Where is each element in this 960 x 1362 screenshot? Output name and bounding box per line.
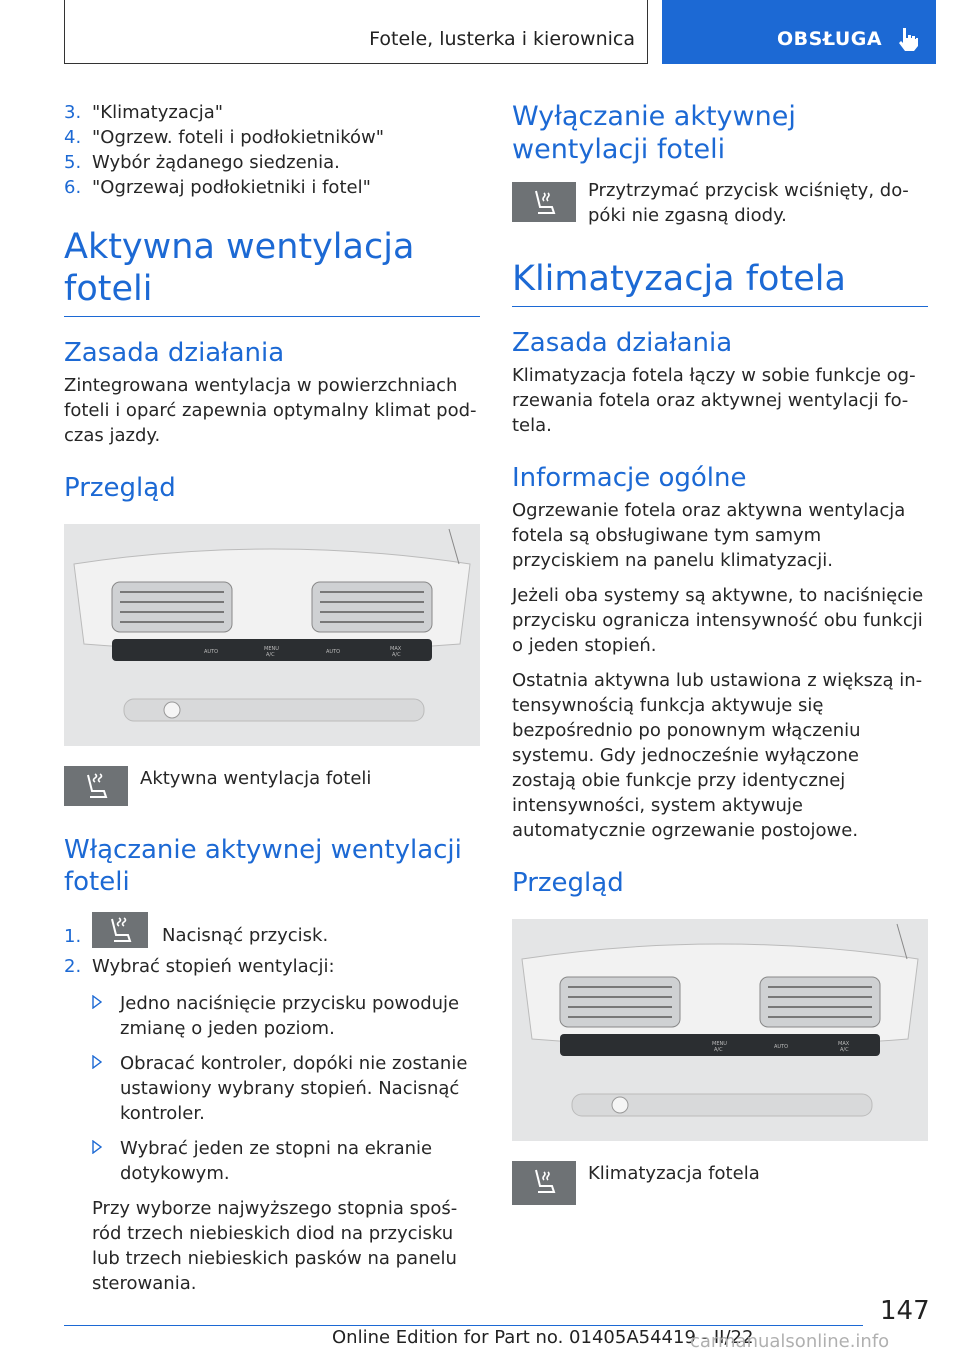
subheading: Włączanie aktywnej wentylacji foteli: [64, 835, 462, 897]
list-item: 2. Wybrać stopień wentylacji:: [64, 956, 335, 977]
paragraph: Klimatyzacja fotela łączy w sobie funkcje ogrzewania fotela oraz aktywnej wentylacji fotela.: [512, 365, 916, 436]
svg-text:MAX: MAX: [838, 1041, 850, 1047]
subheading: Przegląd: [64, 473, 176, 503]
subheading: Zasada działania: [64, 338, 285, 368]
svg-text:MENU: MENU: [712, 1041, 727, 1047]
seat-ventilation-button: [92, 912, 148, 948]
seat-ventilation-button: [64, 766, 128, 806]
subheading: Zasada działania: [512, 328, 733, 358]
edition-footer: Online Edition for Part no. 01405A54419 - II/22: [332, 1327, 754, 1348]
svg-text:AUTO: AUTO: [326, 649, 341, 655]
svg-text:A/C: A/C: [840, 1047, 849, 1053]
triangle-bullet-icon: [92, 1140, 102, 1154]
svg-text:MENU: MENU: [264, 646, 279, 652]
paragraph: Przytrzymać przycisk wciśnięty, dopóki nie zgasną diody.: [588, 180, 909, 226]
subheading: Wyłączanie aktywnej wentylacji foteli: [512, 101, 796, 165]
button-caption: Aktywna wentylacja foteli: [140, 768, 372, 789]
triangle-bullet-icon: [92, 995, 102, 1009]
seat-ventilation-icon: [82, 771, 110, 801]
section-tab: [662, 0, 936, 64]
left-column: [64, 100, 480, 1296]
chapter-title: Fotele, lusterka i kierownica: [369, 28, 635, 50]
paragraph: Przy wyborze najwyższego stopnia spośród trzech niebieskich diod na przycisku lub trzech niebieskich pasków na panelu sterowania.: [92, 1198, 458, 1294]
paragraph: Jeżeli oba systemy są aktywne, to naciśnięcie przycisku ogranicza intensywność obu funkcji o jeden stopień.: [512, 585, 924, 656]
button-caption: Klimatyzacja fotela: [588, 1163, 760, 1184]
watermark: carmanualsonline.info: [690, 1331, 890, 1352]
paragraph: Ostatnia aktywna lub ustawiona z większą intensywnością funkcja aktywuje się bezpośrednio po ponownym włączeniu systemu. Gdy jednocześnie wyłączone zostają obie funkcje przy identycznej intensywności, system aktywuje automatycznie ogrzewanie postojowe.: [512, 670, 923, 841]
svg-text:A/C: A/C: [392, 652, 401, 658]
seat-ventilation-icon: [106, 915, 134, 945]
list-item: 6. "Ogrzewaj podłokietniki i fotel": [64, 177, 371, 198]
list-item: 4. "Ogrzew. foteli i podłokietników": [64, 127, 384, 148]
svg-text:A/C: A/C: [266, 652, 275, 658]
list-item: 1. Nacisnąć przycisk.: [64, 912, 480, 948]
list-item: 5. Wybór żądanego siedzenia.: [64, 152, 340, 173]
list-item: 3. "Klimatyzacja": [64, 102, 224, 123]
subheading: Przegląd: [512, 868, 624, 898]
button-row: [64, 766, 480, 806]
section-title: Klimatyzacja fotela: [512, 258, 928, 307]
triangle-bullet-icon: [92, 1055, 102, 1069]
list-item: Jedno naciśnięcie przycisku powoduje zmianę o jeden poziom.: [92, 991, 480, 1041]
pointing-hand-icon: [897, 26, 919, 52]
steps-list-top: [64, 100, 480, 200]
bullet-list: [92, 991, 480, 1186]
paragraph: Zintegrowana wentylacja w powierzchniach foteli i oparć zapewnia optymalny klimat podczas jazdy.: [64, 375, 477, 446]
button-row: [512, 182, 928, 228]
control-panel-illustration: [512, 919, 928, 1141]
seat-climate-icon: [530, 187, 558, 217]
dashboard-photo: [64, 524, 480, 746]
subheading: Informacje ogólne: [512, 463, 747, 493]
dashboard-photo: [512, 919, 928, 1141]
svg-text:MAX: MAX: [390, 646, 402, 652]
right-column: [512, 100, 928, 1205]
svg-text:A/C: A/C: [714, 1047, 723, 1053]
page-number: 147: [880, 1296, 930, 1326]
steps-list-enable: [64, 912, 480, 979]
control-panel-illustration: [64, 524, 480, 746]
seat-climate-icon: [530, 1166, 558, 1198]
list-item: Obracać kontroler, dopóki nie zostanie ustawiony wybrany stopień. Nacisnąć kontroler.: [92, 1051, 480, 1126]
footer-divider: [64, 1325, 863, 1326]
button-row: [512, 1161, 928, 1205]
list-item: Wybrać jeden ze stopni na ekranie dotykowym.: [92, 1136, 480, 1186]
section-tab-label: OBSŁUGA: [777, 28, 883, 50]
section-title: Aktywna wentylacja foteli: [64, 226, 480, 317]
svg-text:AUTO: AUTO: [774, 1044, 789, 1050]
svg-text:AUTO: AUTO: [204, 649, 219, 655]
seat-climate-button: [512, 1161, 576, 1205]
seat-climate-button: [512, 182, 576, 222]
running-header: [64, 0, 648, 64]
paragraph: Ogrzewanie fotela oraz aktywna wentylacja fotela są obsługiwane tym samym przyciskiem na panelu klimatyzacji.: [512, 500, 906, 571]
